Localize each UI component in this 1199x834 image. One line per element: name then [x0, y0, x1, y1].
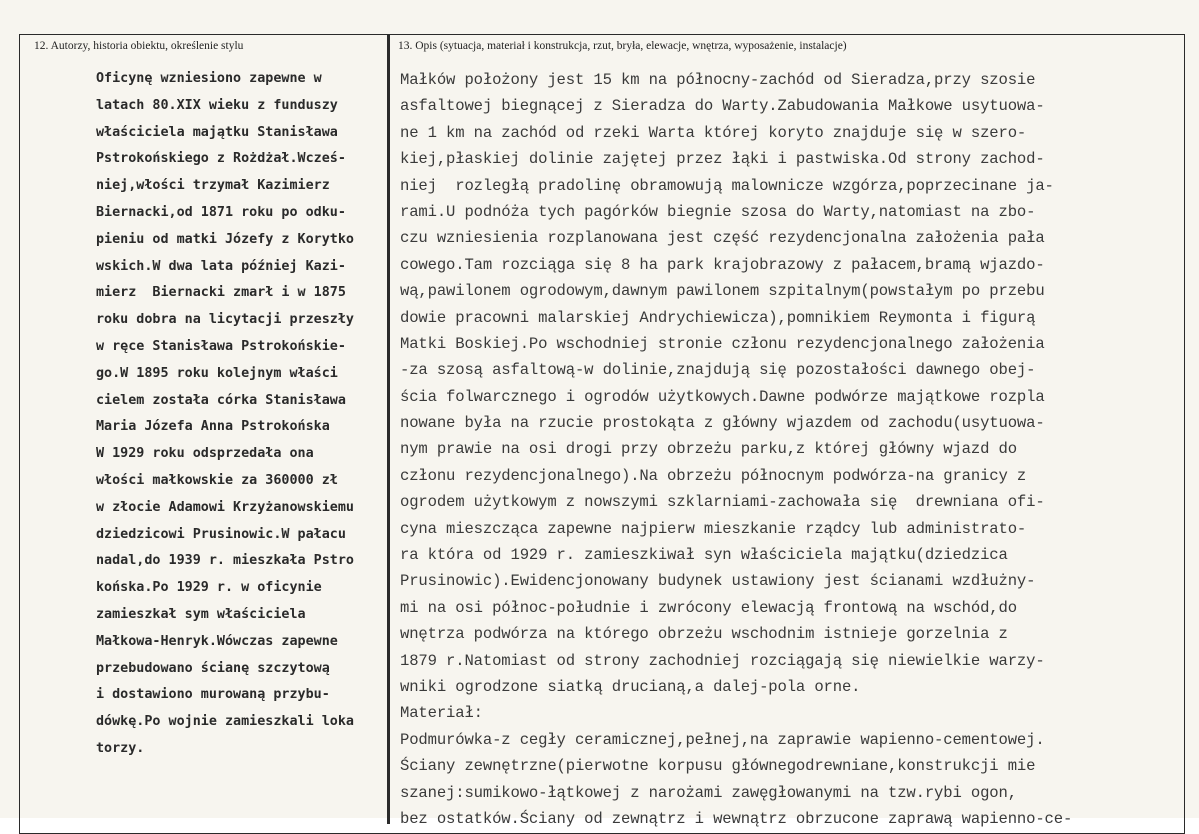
- description-text-line: szanej:sumikowo-łątkowej z narożami zawęgłowanymi na tzw.rybi ogon,: [400, 783, 1017, 802]
- description-text-line: Podmurówka-z cegły ceramicznej,pełnej,na zaprawie wapienno-cementowej.: [400, 730, 1045, 749]
- history-text-line: cielem została córka Stanisława: [96, 392, 346, 408]
- description-text-line: dowie pracowni malarskiej Andrychiewicza),pomnikiem Reymonta i figurą: [400, 308, 1036, 327]
- history-text-line: mierz Biernacki zmarł i w 1875: [96, 285, 346, 301]
- history-text-line: zamieszkał sym właściciela: [96, 606, 306, 622]
- history-text-line: końska.Po 1929 r. w oficynie: [96, 580, 322, 596]
- description-text-line: wą,pawilonem ogrodowym,dawnym pawilonem szpitalnym(powstałym po przebu: [400, 282, 1045, 301]
- description-text-line: rami.U podnóża tych pagórków biegnie szosa do Warty,natomiast na zbo-: [400, 202, 1036, 221]
- description-text-column: [400, 67, 1190, 832]
- history-text-line: Maria Józefa Anna Pstrokońska: [96, 419, 330, 435]
- description-text-line: asfaltowej biegnącej z Sieradza do Warty.Zabudowania Małkowe usytuowa-: [400, 97, 1045, 116]
- description-text-line: 1879 r.Natomiast od strony zachodniej rozciągają się niewielkie warzy-: [400, 651, 1045, 670]
- history-text-line: latach 80.XIX wieku z funduszy: [96, 97, 338, 113]
- description-text-line: ogrodem użytkowym z nowszymi szklarniami-zachowała się drewniana ofi-: [400, 493, 1045, 512]
- history-text-line: nadal,do 1939 r. mieszkała Pstro: [96, 553, 354, 569]
- description-text-line: ścia folwarcznego i ogrodów użytkowych.Dawne podwórze majątkowe rozpla: [400, 387, 1045, 406]
- description-text-line: członu rezydencjonalnego).Na obrzeżu północnym podwórza-na granicy z: [400, 466, 1027, 485]
- history-text-line: wskich.W dwa lata później Kazi-: [96, 258, 346, 274]
- description-text-line: cowego.Tam rozciąga się 8 ha park krajobrazowy z pałacem,bramą wjazdo-: [400, 255, 1045, 274]
- description-text-line: bez ostatków.Ściany od zewnątrz i wewnątrz obrzucone zaprawą wapienno-ce-: [400, 809, 1073, 828]
- history-text-line: w złocie Adamowi Krzyżanowskiemu: [96, 499, 354, 515]
- history-text-line: torzy.: [96, 740, 145, 756]
- description-text-line: nowane była na rzucie prostokąta z główny wjazdem od zachodu(usytuowa-: [400, 414, 1045, 433]
- history-text-line: roku dobra na licytacji przeszły: [96, 312, 354, 328]
- description-text-line: ne 1 km na zachód od rzeki Warta której koryto znajduje się w szero-: [400, 123, 1027, 142]
- description-text-line: wniki ogrodzone siatką drucianą,a dalej-pola orne.: [400, 677, 861, 696]
- history-text-line: W 1929 roku odsprzedała ona: [96, 446, 314, 462]
- description-text-line: czu wzniesienia rozplanowana jest część rezydencjonalna założenia pała: [400, 229, 1045, 248]
- description-text-line: kiej,płaskiej dolinie zajętej przez łąki i pastwiska.Od strony zachod-: [400, 150, 1045, 169]
- history-text-column: [96, 66, 386, 763]
- description-text-line: niej rozległą pradolinę obramowują malownicze wzgórza,poprzecinane ja-: [400, 176, 1054, 195]
- history-text-line: i dostawiono murowaną przybu-: [96, 687, 330, 703]
- history-text-line: dziedzicowi Prusinowic.W pałacu: [96, 526, 346, 542]
- history-text-line: w ręce Stanisława Pstrokońskie-: [96, 338, 346, 354]
- description-text-line: ra która od 1929 r. zamieszkiwał syn właściciela majątku(dziedzica: [400, 546, 1008, 565]
- description-text-line: -za szosą asfaltową-w dolinie,znajdują się pozostałości dawnego obej-: [400, 361, 1036, 380]
- column-divider: [387, 34, 390, 824]
- history-text-line: go.W 1895 roku kolejnym właści: [96, 365, 338, 381]
- section-13-header: 13. Opis (sytuacja, materiał i konstrukcja, rzut, bryła, elewacje, wnętrza, wyposażenie, instalacje): [398, 40, 847, 52]
- description-text-line: Materiał:: [400, 704, 483, 723]
- description-text-line: Małków położony jest 15 km na północny-zachód od Sieradza,przy szosie: [400, 71, 1036, 89]
- description-text-line: cyna mieszcząca zapewne najpierw mieszkanie rządcy lub administrato-: [400, 519, 1027, 538]
- history-text-line: niej,włości trzymał Kazimierz: [96, 178, 330, 194]
- description-text-line: Matki Boskiej.Po wschodniej stronie członu rezydencjonalnego założenia: [400, 334, 1045, 353]
- description-text-line: nym prawie na osi drogi przy obrzeżu parku,z której główny wjazd do: [400, 440, 1017, 459]
- history-text-line: włości małkowskie za 360000 zł: [96, 472, 338, 488]
- description-text-line: Prusinowic).Ewidencjonowany budynek ustawiony jest ścianami wzdłużny-: [400, 572, 1036, 591]
- description-text-line: Ściany zewnętrzne(pierwotne korpusu głównegodrewniane,konstrukcji mie: [400, 757, 1036, 776]
- history-text-line: pieniu od matki Józefy z Korytko: [96, 231, 354, 247]
- description-text-line: mi na osi północ-południe i zwrócony elewacją frontową na wschód,do: [400, 598, 1017, 617]
- history-text-line: Małkowa-Henryk.Wówczas zapewne: [96, 633, 338, 649]
- description-text-line: wnętrza podwórza na którego obrzeżu wschodnim istnieje gorzelnia z: [400, 625, 1008, 644]
- history-text-line: Biernacki,od 1871 roku po odku-: [96, 204, 346, 220]
- history-text-line: właściciela majątku Stanisława: [96, 124, 338, 140]
- history-text-line: przebudowano ścianę szczytową: [96, 660, 330, 676]
- history-text-line: Pstrokońskiego z Rożdżał.Wcześ-: [96, 151, 346, 167]
- history-text-line: dówkę.Po wojnie zamieszkali loka: [96, 714, 354, 730]
- section-12-header: 12. Autorzy, historia obiektu, określenie stylu: [34, 40, 244, 52]
- history-text-line: Oficynę wzniesiono zapewne w: [96, 71, 322, 86]
